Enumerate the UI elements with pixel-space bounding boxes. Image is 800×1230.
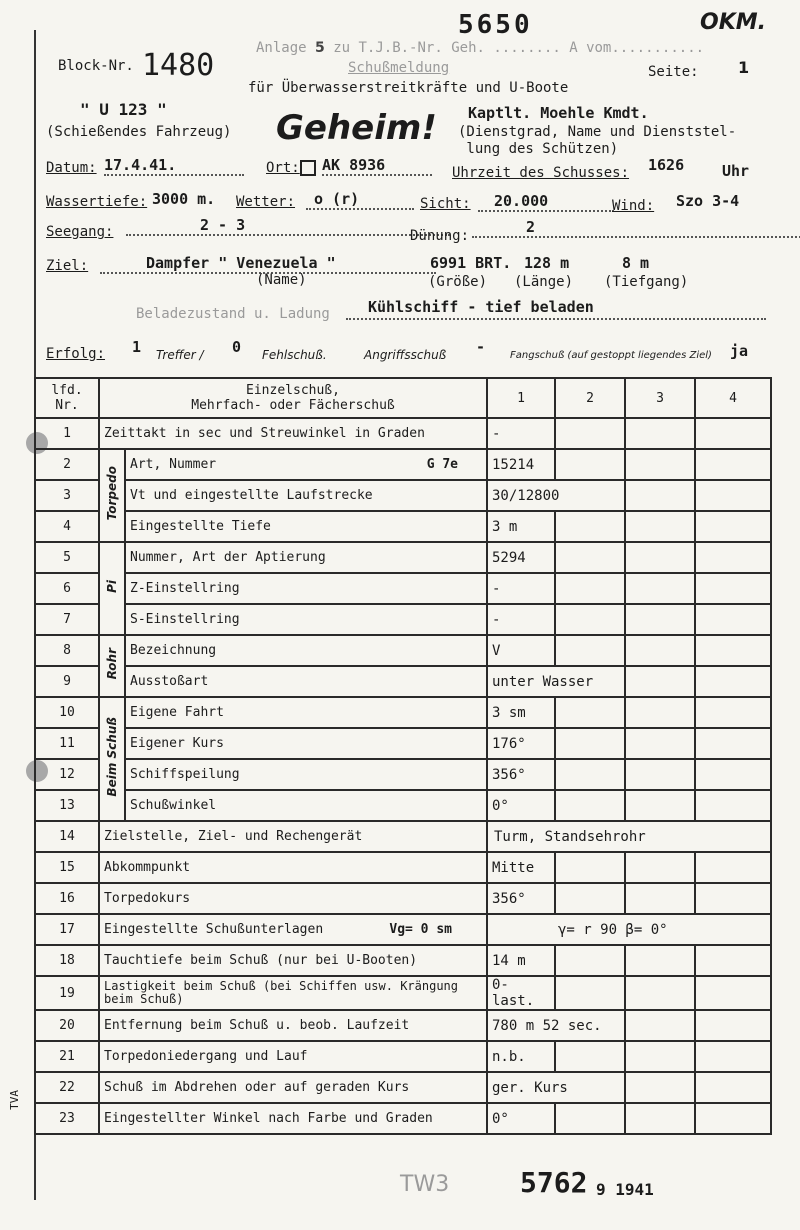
- row-value-1: unter Wasser: [487, 666, 625, 697]
- swell-value: 2: [472, 218, 800, 238]
- row-value-1: Mitte: [487, 852, 555, 883]
- header-col-4: 4: [695, 378, 771, 418]
- row-number: 3: [35, 480, 99, 511]
- row-value-3: [625, 852, 695, 883]
- table-row: [35, 976, 771, 1010]
- row-value-1: 15214: [487, 449, 555, 480]
- row-value-4: [695, 449, 771, 480]
- group-rohr-label: Rohr: [105, 648, 119, 680]
- row-value-3: [625, 759, 695, 790]
- margin-note: TVA: [8, 1090, 21, 1110]
- target-draught-caption: (Tiefgang): [604, 274, 689, 290]
- row-description: Eigene Fahrt: [125, 697, 487, 728]
- row-value-1: 3 sm: [487, 697, 555, 728]
- table-row: [35, 945, 771, 976]
- row-number: 1: [35, 418, 99, 449]
- row-description-text: Art, Nummer: [130, 457, 217, 472]
- table-row: [35, 790, 771, 821]
- row-value-1: n.b.: [487, 1041, 555, 1072]
- misses-label: Fehlschuß.: [262, 348, 327, 362]
- row-value-1: 356°: [487, 759, 555, 790]
- coup-de-grace-label: Fangschuß (auf gestoppt liegendes Ziel): [510, 350, 712, 361]
- table-row: [35, 852, 771, 883]
- form-subtitle: für Überwasserstreitkräfte und U-Boote: [248, 80, 569, 96]
- wind-value: Szo 3-4: [676, 192, 740, 210]
- row-value-3: [625, 728, 695, 759]
- row-value-2: [555, 1103, 625, 1134]
- row-value-4: [695, 418, 771, 449]
- row-value-1: 0°: [487, 1103, 555, 1134]
- misses-value: 0: [232, 338, 242, 356]
- row-value-3: [625, 573, 695, 604]
- row-value-3: [625, 666, 695, 697]
- row-value-4: [695, 573, 771, 604]
- row-value-4: [695, 883, 771, 914]
- header-col-1: 1: [487, 378, 555, 418]
- row-value-2: [555, 573, 625, 604]
- secret-stamp: Geheim!: [276, 108, 437, 148]
- swell-label: Dünung:: [410, 228, 470, 244]
- row-value-1: ger. Kurs: [487, 1072, 625, 1103]
- row-description: Schußwinkel: [125, 790, 487, 821]
- weather-label: Wetter:: [236, 194, 296, 210]
- table-row: [35, 1072, 771, 1103]
- firing-vessel: " U 123 ": [80, 100, 167, 119]
- row-description: Zeittakt in sec und Streuwinkel in Graden: [99, 418, 487, 449]
- row-number: 13: [35, 790, 99, 821]
- row-value-3: [625, 945, 695, 976]
- row-value-4: [695, 1010, 771, 1041]
- row-value-1: Turm, Standsehrohr: [487, 821, 771, 852]
- table-row: [35, 728, 771, 759]
- row-value-4: [695, 1072, 771, 1103]
- row-number: 6: [35, 573, 99, 604]
- row-value-1: -: [487, 604, 555, 635]
- row-description: Schiffspeilung: [125, 759, 487, 790]
- row-value-3: [625, 1103, 695, 1134]
- row-number: 20: [35, 1010, 99, 1041]
- row-value-3: [625, 604, 695, 635]
- anlage-number: 5: [315, 40, 325, 56]
- row-description: [125, 449, 487, 480]
- page-number: 1: [738, 58, 750, 77]
- anlage-line: [256, 40, 704, 56]
- row-value-2: [555, 604, 625, 635]
- table-row: [35, 666, 771, 697]
- row-value-1: V: [487, 635, 555, 666]
- row-value-4: [695, 542, 771, 573]
- row-description: Nummer, Art der Aptierung: [125, 542, 487, 573]
- row-value-1: γ= r 90 β= 0°: [487, 914, 771, 945]
- row-value-2: [555, 883, 625, 914]
- date-value: 17.4.41.: [104, 156, 244, 176]
- group-beim-schuss: [99, 697, 125, 821]
- row-value-4: [695, 635, 771, 666]
- row-description: Z-Einstellring: [125, 573, 487, 604]
- group-rohr: [99, 635, 125, 697]
- row-value-4: [695, 1103, 771, 1134]
- row-value-2: [555, 852, 625, 883]
- row-value-1: 176°: [487, 728, 555, 759]
- table-row: [35, 759, 771, 790]
- row-value-3: [625, 1010, 695, 1041]
- row-number: 10: [35, 697, 99, 728]
- anlage-reference: zu T.J.B.-Nr. Geh. ........ A vom...........: [333, 40, 705, 56]
- row-value-2: [555, 418, 625, 449]
- uhr-label: Uhr: [722, 162, 750, 180]
- group-pi-label: Pi: [105, 580, 119, 593]
- table-row: [35, 1010, 771, 1041]
- table-header-row: [35, 378, 771, 418]
- row-value-3: [625, 1041, 695, 1072]
- coup-de-grace-value: ja: [730, 342, 749, 360]
- hits-label: Treffer /: [156, 348, 204, 362]
- row-description: Torpedokurs: [99, 883, 487, 914]
- row-number: 21: [35, 1041, 99, 1072]
- header-number: lfd. Nr.: [35, 378, 99, 418]
- weather-value: o (r): [306, 190, 414, 210]
- sea-state-label: Seegang:: [46, 224, 114, 240]
- location-value: AK 8936: [322, 156, 432, 176]
- row-value-2: [555, 635, 625, 666]
- row-number: 5: [35, 542, 99, 573]
- group-pi: [99, 542, 125, 635]
- row-value-4: [695, 728, 771, 759]
- table-row: [35, 697, 771, 728]
- row-number: 16: [35, 883, 99, 914]
- row-value-4: [695, 666, 771, 697]
- visibility-value: 20.000: [478, 192, 614, 212]
- shot-time-value: 1626: [648, 156, 685, 174]
- row-value-1: 14 m: [487, 945, 555, 976]
- row-number: 23: [35, 1103, 99, 1134]
- table-row: [35, 914, 771, 945]
- document-number: 5650: [458, 10, 533, 40]
- bottom-number: 5762: [520, 1166, 588, 1199]
- row-description: Torpedoniedergang und Lauf: [99, 1041, 487, 1072]
- row-value-2: [555, 976, 625, 1010]
- block-number: 1480: [142, 48, 215, 83]
- row-value-2: [555, 449, 625, 480]
- cargo-value: Kühlschiff - tief beladen: [368, 298, 594, 316]
- firing-vessel-caption: (Schießendes Fahrzeug): [46, 124, 232, 140]
- row-value-1: 780 m 52 sec.: [487, 1010, 625, 1041]
- result-label: Erfolg:: [46, 346, 106, 362]
- row-value-3: [625, 1072, 695, 1103]
- row-description: Tauchtiefe beim Schuß (nur bei U-Booten): [99, 945, 487, 976]
- row-number: 15: [35, 852, 99, 883]
- row-number: 2: [35, 449, 99, 480]
- row-number: 17: [35, 914, 99, 945]
- target-tonnage: 6991 BRT.: [430, 254, 512, 272]
- row-value-2: [555, 790, 625, 821]
- row-value-3: [625, 542, 695, 573]
- row-value-4: [695, 945, 771, 976]
- table-row: [35, 542, 771, 573]
- row-description: Eigener Kurs: [125, 728, 487, 759]
- row-value-3: [625, 480, 695, 511]
- table-row: [35, 449, 771, 480]
- row-value-1: 3 m: [487, 511, 555, 542]
- target-name-caption: (Name): [256, 272, 307, 288]
- row-number: 7: [35, 604, 99, 635]
- row-value-4: [695, 790, 771, 821]
- row-description: Lastigkeit beim Schuß (bei Schiffen usw. Krängung beim Schuß): [99, 976, 487, 1010]
- row-description: Eingestellter Winkel nach Farbe und Graden: [99, 1103, 487, 1134]
- row-value-3: [625, 976, 695, 1010]
- group-torpedo: [99, 449, 125, 542]
- row-value-2: [555, 511, 625, 542]
- row-number: 14: [35, 821, 99, 852]
- table-row: [35, 1041, 771, 1072]
- row-value-1: 0°: [487, 790, 555, 821]
- row-value-3: [625, 697, 695, 728]
- archive-mark: OKM.: [700, 10, 766, 35]
- row-value-2: [555, 542, 625, 573]
- row-description: Eingestellte Tiefe: [125, 511, 487, 542]
- target-tonnage-caption: (Größe): [428, 274, 488, 290]
- row-value-1: -: [487, 573, 555, 604]
- table-row: [35, 511, 771, 542]
- row-description: Zielstelle, Ziel- und Rechengerät: [99, 821, 487, 852]
- hits-value: 1: [132, 338, 142, 356]
- row-description: Abkommpunkt: [99, 852, 487, 883]
- row-value-3: [625, 511, 695, 542]
- row-number: 12: [35, 759, 99, 790]
- bottom-stamp: TW3: [400, 1172, 450, 1197]
- row-description: Ausstoßart: [125, 666, 487, 697]
- table-row: [35, 1103, 771, 1134]
- row-value-3: [625, 449, 695, 480]
- group-torpedo-label: Torpedo: [105, 466, 119, 521]
- form-title: Schußmeldung: [348, 60, 450, 76]
- visibility-label: Sicht:: [420, 196, 471, 212]
- row-value-2: [555, 945, 625, 976]
- location-label: Ort:: [266, 160, 300, 176]
- block-label: Block-Nr.: [58, 58, 134, 74]
- cargo-label: Beladezustand u. Ladung: [136, 306, 330, 322]
- row-value-1: 0-last.: [487, 976, 555, 1010]
- table-row: [35, 418, 771, 449]
- table-row: [35, 480, 771, 511]
- target-length: 128 m: [524, 254, 570, 272]
- table-row: [35, 635, 771, 666]
- row-value-3: [625, 790, 695, 821]
- row-description: [99, 914, 487, 945]
- attack-shot-label: Angriffsschuß: [364, 348, 447, 362]
- shot-report-table: [34, 377, 772, 1135]
- row-number: 8: [35, 635, 99, 666]
- target-name: Dampfer " Venezuela ": [100, 254, 436, 274]
- row-value-2: [555, 697, 625, 728]
- row-number: 11: [35, 728, 99, 759]
- row-value-3: [625, 883, 695, 914]
- row-description: Schuß im Abdrehen oder auf geraden Kurs: [99, 1072, 487, 1103]
- anlage-label: Anlage: [256, 40, 307, 56]
- sea-state-value: 2 - 3: [126, 216, 450, 236]
- row-value-2: [555, 759, 625, 790]
- target-length-caption: (Länge): [514, 274, 574, 290]
- row-number: 19: [35, 976, 99, 1010]
- table-row: [35, 604, 771, 635]
- row-value-2: [555, 1041, 625, 1072]
- water-depth-value: 3000 m.: [152, 190, 216, 208]
- row-value-4: [695, 697, 771, 728]
- row-value-3: [625, 635, 695, 666]
- cargo-dotted-line: [346, 318, 766, 320]
- row-number: 18: [35, 945, 99, 976]
- row-value-4: [695, 976, 771, 1010]
- header-col-3: 3: [625, 378, 695, 418]
- table-row: [35, 883, 771, 914]
- row-value-1: -: [487, 418, 555, 449]
- wind-label: Wind:: [612, 198, 655, 214]
- row-description: Bezeichnung: [125, 635, 487, 666]
- header-col-2: 2: [555, 378, 625, 418]
- row-value-1: 356°: [487, 883, 555, 914]
- row-value-4: [695, 511, 771, 542]
- row-number: 4: [35, 511, 99, 542]
- water-depth-label: Wassertiefe:: [46, 194, 148, 210]
- row-value-4: [695, 604, 771, 635]
- shot-time-label: Uhrzeit des Schusses:: [452, 165, 630, 181]
- row-value-2: [555, 728, 625, 759]
- row-description: Vt und eingestellte Laufstrecke: [125, 480, 487, 511]
- table-row: [35, 821, 771, 852]
- page-label: Seite:: [648, 64, 699, 80]
- torpedo-type: G 7e: [426, 457, 458, 472]
- vg-value: Vg= 0 sm: [389, 922, 452, 937]
- date-label: Datum:: [46, 160, 97, 176]
- row-value-3: [625, 418, 695, 449]
- row-description: Entfernung beim Schuß u. beob. Laufzeit: [99, 1010, 487, 1041]
- row-value-1: 30/12800: [487, 480, 625, 511]
- attack-shot-value: -: [476, 338, 486, 356]
- row-value-4: [695, 1041, 771, 1072]
- row-description: S-Einstellring: [125, 604, 487, 635]
- target-draught: 8 m: [622, 254, 650, 272]
- row-number: 9: [35, 666, 99, 697]
- row-value-4: [695, 852, 771, 883]
- table-row: [35, 573, 771, 604]
- row-value-4: [695, 480, 771, 511]
- row-description-text: Eingestellte Schußunterlagen: [104, 922, 324, 937]
- commander: Kaptlt. Moehle Kmdt.: [468, 104, 649, 122]
- location-checkbox: [300, 160, 316, 176]
- row-value-1: 5294: [487, 542, 555, 573]
- header-description: Einzelschuß, Mehrfach- oder Fächerschuß: [99, 378, 487, 418]
- target-label: Ziel:: [46, 258, 89, 274]
- row-number: 22: [35, 1072, 99, 1103]
- row-value-4: [695, 759, 771, 790]
- bottom-year: 9 1941: [596, 1180, 654, 1199]
- group-beim-schuss-label: Beim Schuß: [105, 717, 119, 797]
- commander-caption: (Dienstgrad, Name und Dienststel- lung des Schützen): [458, 124, 737, 157]
